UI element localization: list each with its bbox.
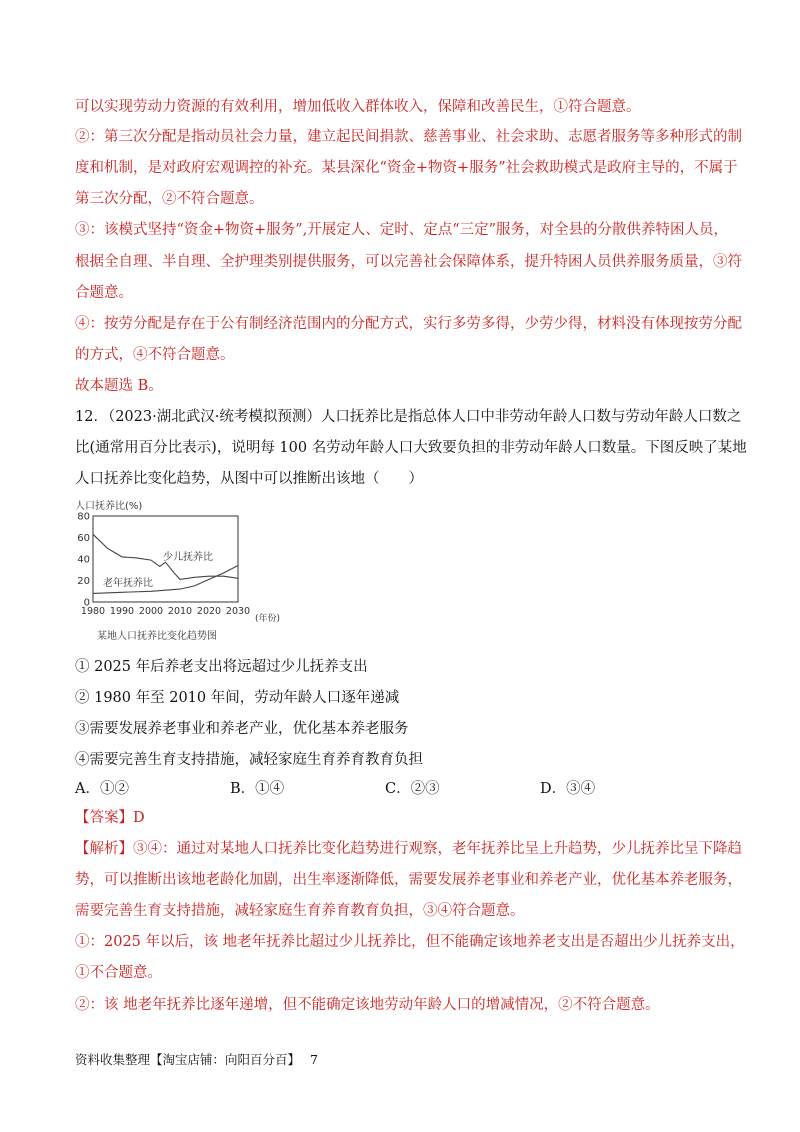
explanation-line: 【解析】③④：通过对某地人口抚养比变化趋势进行观察，老年抚养比呈上升趋势，少儿抚养比呈下降趋 [75,841,742,857]
y-tick-label: 60 [77,533,90,544]
analysis-line: 的方式，④不符合题意。 [75,347,235,363]
analysis-line: ②：第三次分配是指动员社会力量，建立起民间捐款、慈善事业、社会求助、志愿者服务等多种形式的制 [75,129,742,145]
question-stem: 12．（2023·湖北武汉·统考模拟预测）人口抚养比是指总体人口中非劳动年龄人口数与劳动年龄人口数之 [75,409,742,425]
page-footer [75,1050,318,1068]
explanation-line: ①不合题意。 [75,965,162,981]
explanation-line: 势，可以推断出该地老龄化加剧，出生率逐渐降低，需要发展养老事业和养老产业，优化基本养老服务， [75,872,742,888]
chart-title: 某地人口抚养比变化趋势图 [97,631,217,642]
option-b: B．①④ [230,781,285,797]
analysis-line: ③：该模式坚持“资金+物资+服务”,开展定人、定时、定点“三定”服务，对全县的分散供养特困人员， [75,222,729,238]
dependency-ratio-chart [75,496,285,646]
x-tick-label: 2020 [196,606,222,617]
footer-text: 资料收集整理【淘宝店铺：向阳百分百】 [75,1052,301,1067]
x-tick-label: 2010 [167,606,193,617]
page-number: 7 [310,1052,318,1067]
analysis-line: ④：按劳分配是存在于公有制经济范围内的分配方式，实行多劳多得，少劳少得，材料没有体现按劳分配 [75,316,742,332]
analysis-line: 合题意。 [75,285,133,301]
statement-2: ② 1980 年至 2010 年间，劳动年龄人口逐年递减 [75,690,400,706]
y-tick-label: 80 [77,511,90,523]
x-tick-label: 2030 [225,606,251,617]
option-c: C．②③ [385,781,440,797]
series-label-elderly: 老年抚养比 [103,578,153,589]
analysis-line: 第三次分配，②不符合题意。 [75,191,264,207]
y-tick-label: 40 [77,554,90,566]
analysis-line: 可以实现劳动力资源的有效利用，增加低收入群体收入，保障和改善民生，①符合题意。 [75,99,641,115]
option-d: D．③④ [540,781,596,797]
analysis-line: 根据全自理、半自理、全护理类别提供服务，可以完善社会保障体系，提升特困人员供养服务质量，③符 [75,254,742,270]
analysis-line: 度和机制，是对政府宏观调控的补充。某县深化“资金+物资+服务”社会救助模式是政府主导的，不属于 [75,160,738,176]
explanation-line: ①：2025 年以后，该 地老年抚养比超过少儿抚养比，但不能确定该地养老支出是否超出少儿抚养支出， [75,934,745,950]
x-tick-label: 1980 [80,606,106,617]
y-tick-label: 20 [77,576,90,587]
explanation-line: 需要完善生育支持措施，减轻家庭生育养育教育负担，③④符合题意。 [75,903,525,919]
answer-label: 【答案】D [75,810,145,826]
x-tick-label: 1990 [109,606,135,617]
statement-1: ① 2025 年后养老支出将远超过少儿抚养支出 [75,659,368,675]
analysis-conclusion: 故本题选 B。 [75,378,163,394]
chart-xlabel: (年份) [255,614,281,624]
chart-yticks [77,512,90,609]
question-stem: 人口抚养比变化趋势，从图中可以推断出该地（ ） [75,471,423,487]
statement-4: ④需要完善生育支持措施，减轻家庭生育养育教育负担 [75,752,423,768]
x-tick-label: 2000 [138,606,164,617]
answer-options [75,777,675,797]
question-stem: 比(通常用百分比表示)，说明每 100 名劳动年龄人口大致要负担的非劳动年龄人口数量。下图反映了某地 [75,440,747,456]
y-tick-label: 0 [83,597,90,609]
statement-3: ③需要发展养老事业和养老产业，优化基本养老服务 [75,721,409,737]
series-label-children: 少儿抚养比 [163,552,213,563]
chart-xticks [81,606,250,617]
explanation-line: ②：该 地老年抚养比逐年递增，但不能确定该地劳动年龄人口的增减情况，②不符合题意。 [75,997,660,1013]
chart-ylabel: 人口抚养比(%) [75,501,143,512]
option-a: A．①② [75,781,129,797]
